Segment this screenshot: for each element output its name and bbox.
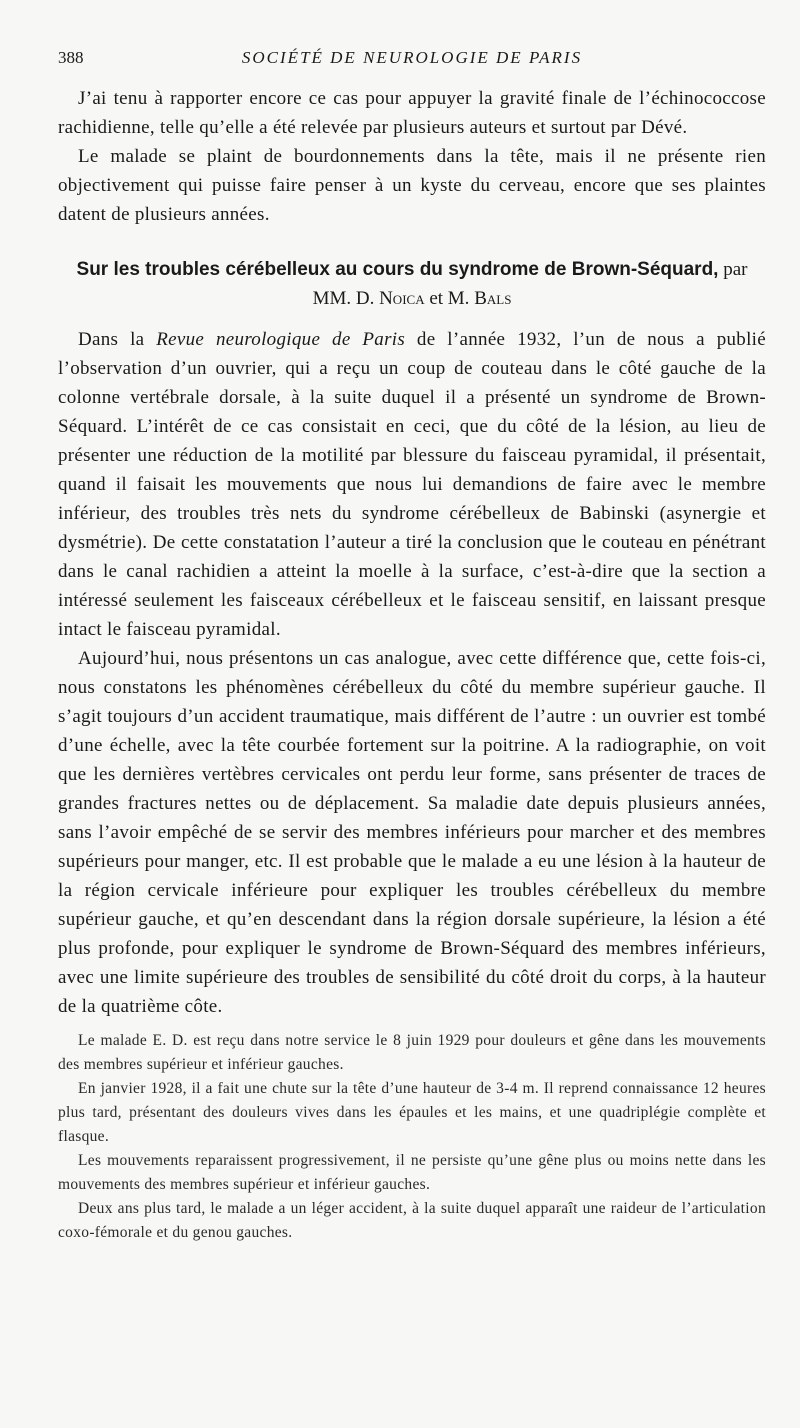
page-number: 388 (58, 48, 84, 67)
body-text: Dans la (78, 329, 145, 350)
running-head (58, 48, 766, 78)
journal-reference: Revue neurologique de Paris (156, 329, 406, 350)
intro-paragraph: J’ai tenu à rapporter encore ce cas pour appuyer la gravité finale de l’échinococcose rachidienne, telle qu’elle a été relevée par plusieurs auteurs et surtout par Dévé. (58, 88, 766, 138)
byline-prefix: par MM. D. (312, 259, 748, 309)
body-paragraph: Aujourd’hui, nous présentons un cas analogue, avec cette différence que, cette fois-ci, nous constatons les phénomènes cérébelleux du côté du membre supérieur gauche. Il s’agit toujours d’un accident traumatique, mais différent de l’autre : un ouvrier est tombé d’une échelle, avec la tête courbée fortement sur la poitrine. A la radiographie, on voit que les dernières vertèbres cervicales ont perdu leur forme, sans présenter de traces de grandes fractures nettes ou de déplacement. Sa maladie date depuis plusieurs années, sans l’avoir empêché de se servir des membres inférieurs pour marcher et des membres supérieurs pour manger, etc. Il est probable que le malade a eu une lésion à la hauteur de la région cervicale inférieure pour expliquer les troubles cérébelleux du membre supérieur gauche, et qu’en descendant dans la région dorsale supérieure, la lésion a été plus profonde, pour expliquer le syndrome de Brown-Séquard des membres inférieurs, avec une limite supérieure des troubles de sensibilité du côté droit du corps, à la hauteur de la quatrième côte. (58, 648, 766, 1017)
case-note: Les mouvements reparaissent progressivement, il ne persiste qu’une gêne plus ou moins nette dans les mouvements des membres supérieur et inférieur gauches. (58, 1152, 766, 1193)
intro-paragraph: Le malade se plaint de bourdonnements dans la tête, mais il ne présente rien objectivement qui puisse faire penser à un kyste du cerveau, encore que ses plaintes datent de plusieurs années. (58, 146, 766, 225)
author-name: Noica (379, 288, 425, 309)
case-notes (58, 1029, 766, 1245)
byline-connector: et M. (429, 288, 470, 309)
case-note: Deux ans plus tard, le malade a un léger accident, à la suite duquel apparaît une raideur de l’articulation coxo-fémorale et du genou gauches. (58, 1200, 766, 1241)
body-text: de l’année 1932, l’un de nous a publié l’observation d’un ouvrier, qui a reçu un coup de couteau dans le côté gauche de la colonne vertébrale dorsale, à la suite duquel il a présenté un syndrome de Brown-Séquard. L’intérêt de ce cas consistait en ceci, que du côté de la lésion, au lieu de présenter une réduction de la motilité par blessure du faisceau pyramidal, il présentait, quand il faisait les mouvements que nous lui demandions de faire avec le membre inférieur, des troubles très nets du syndrome cérébelleux de Babinski (asynergie et dysmétrie). De cette constatation l’auteur a tiré la conclusion que le couteau en pénétrant dans le canal rachidien a atteint la moelle à la surface, c’est-à-dire que la section a intéressé seulement les faisceaux cérébelleux et le faisceau sensitif, en laissant presque intact le faisceau pyramidal. (58, 329, 766, 640)
body-paragraph (58, 325, 766, 644)
case-note: Le malade E. D. est reçu dans notre service le 8 juin 1929 pour douleurs et gêne dans les mouvements des membres supérieur et inférieur gauches. (58, 1032, 766, 1073)
author-name: Bals (474, 288, 512, 309)
article-title: Sur les troubles cérébelleux au cours du syndrome de Brown-Séquard, (76, 259, 719, 280)
journal-title: SOCIÉTÉ DE NEUROLOGIE DE PARIS (241, 48, 583, 67)
article-body (58, 325, 766, 1021)
article-heading (58, 255, 766, 313)
intro-text (58, 84, 766, 229)
case-note: En janvier 1928, il a fait une chute sur la tête d’une hauteur de 3-4 m. Il reprend connaissance 12 heures plus tard, présentant des douleurs vives dans les épaules et les mains, et une quadriplégie complète et flasque. (58, 1080, 766, 1145)
